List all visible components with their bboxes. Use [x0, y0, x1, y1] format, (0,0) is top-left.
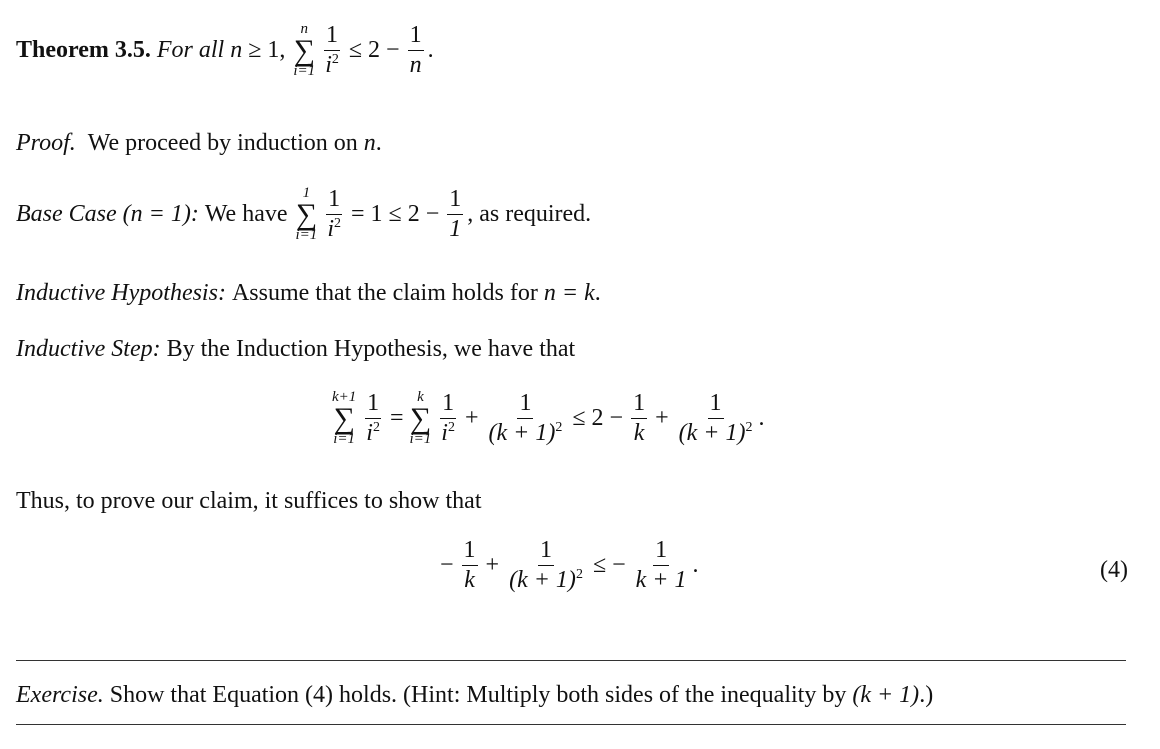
- divider-bottom: [16, 724, 1126, 725]
- summation: k ∑ i=1: [409, 389, 432, 447]
- fraction: $\frac{1}{(k + 1)^2}$: [488, 389, 563, 446]
- fraction: $\frac{1}{i^2}$: [327, 185, 341, 242]
- theorem-statement: Theorem 3.5. For all n ≥ 1, n ∑ i=1 $\frac{1}{i^2}$ ≤ 2 − $\frac{1}{n}$ .: [16, 21, 434, 79]
- fraction: $\frac{1}{k}$: [463, 537, 476, 594]
- fraction: $\frac{1}{i^2}$: [366, 389, 380, 446]
- fraction: $\frac{1}{i^2}$: [325, 21, 339, 78]
- base-case: Base Case (n = 1): We have 1 ∑ i=1 $\frac{1}{i^2}$ = 1 ≤ 2 − $\frac{1}{1}$ , as required.: [16, 185, 592, 243]
- step-label: Inductive Step:: [16, 336, 161, 362]
- fraction: $\frac{1}{i^2}$: [441, 389, 455, 446]
- proof-intro: Proof. We proceed by induction on n .: [16, 130, 382, 156]
- fraction: $\frac{1}{k + 1}$: [635, 537, 687, 594]
- fraction: $\frac{1}{1}$: [449, 185, 462, 242]
- display-equation-2: − $\frac{1}{k}$ + $\frac{1}{(k + 1)^2}$ ≤ − $\frac{1}{k + 1}$ .: [440, 537, 699, 594]
- theorem-label: Theorem 3.5.: [16, 37, 151, 63]
- sigma-symbol: ∑: [295, 198, 318, 231]
- proof-label: Proof.: [16, 130, 76, 156]
- equation-number: (4): [1100, 557, 1128, 583]
- fraction: $\frac{1}{(k + 1)^2}$: [678, 389, 753, 446]
- summation: n ∑ i=1: [293, 21, 316, 79]
- fraction: $\frac{1}{k}$: [633, 389, 646, 446]
- inductive-hypothesis: Inductive Hypothesis: Assume that the claim holds for n = k .: [16, 280, 601, 306]
- hypothesis-label: Inductive Hypothesis:: [16, 280, 226, 306]
- display-equation-1: k+1 ∑ i=1 $\frac{1}{i^2}$ = k ∑ i=1 $\frac{1}{i^2}$ + $\frac{1}{(k + 1)^2}$ ≤ 2 − $\frac{1}{k}$ + $\frac{1}{(k + 1)^2}$ .: [332, 389, 765, 447]
- exercise-label: Exercise.: [16, 682, 104, 708]
- summation: 1 ∑ i=1: [295, 185, 318, 243]
- divider-top: [16, 660, 1126, 661]
- sigma-symbol: ∑: [293, 34, 315, 67]
- base-case-label: Base Case (n = 1):: [16, 201, 199, 227]
- inductive-step: Inductive Step: By the Induction Hypothesis, we have that: [16, 336, 576, 362]
- suffices-statement: Thus, to prove our claim, it suffices to show that: [16, 488, 482, 514]
- fraction: $\frac{1}{(k + 1)^2}$: [509, 537, 583, 594]
- fraction: $\frac{1}{n}$: [409, 21, 422, 78]
- sigma-symbol: ∑: [333, 402, 355, 435]
- exercise: Exercise. Show that Equation (4) holds. (Hint: Multiply both sides of the inequality by (k + 1) .): [16, 682, 934, 708]
- sigma-symbol: ∑: [409, 402, 432, 435]
- summation: k+1 ∑ i=1: [332, 389, 357, 447]
- theorem-lead: For all: [156, 37, 225, 63]
